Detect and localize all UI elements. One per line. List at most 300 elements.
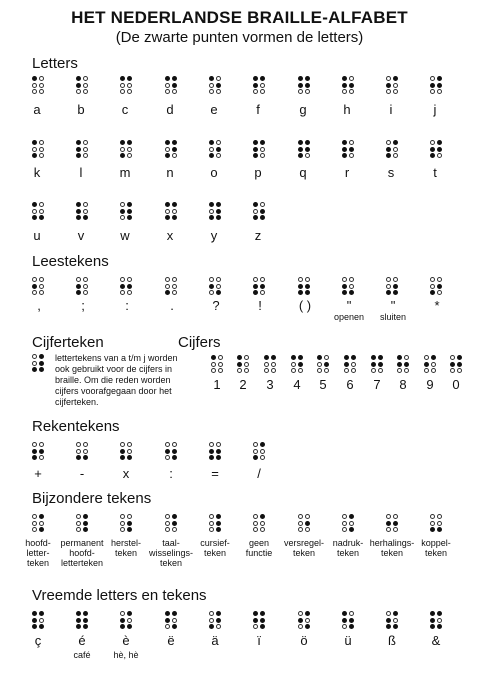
braille-cell-letter-y [209,202,222,220]
braille-dot [393,89,398,94]
braille-dot [39,514,44,519]
braille-dot [39,89,44,94]
braille-dot [172,202,177,207]
braille-dot [39,361,44,366]
braille-dot [76,611,81,616]
special-label: koppel- teken [421,538,451,558]
braille-cell-special [430,514,443,532]
digit-label: 7 [373,377,381,392]
braille-dot [83,611,88,616]
braille-dot [237,355,242,360]
braille-dot [165,290,170,295]
braille-cell-foreign [209,611,222,629]
braille-dot [211,362,216,367]
braille-dot [83,618,88,623]
letter-label: x [166,228,174,243]
braille-dot [386,521,391,526]
braille-cell-letter-c [120,76,133,94]
braille-cell-foreign [165,611,178,629]
foreign-label: ï [257,633,261,648]
braille-dot [305,290,310,295]
braille-dot [83,209,88,214]
cijferteken-description: lettertekens van a t/m j worden ook gebruikt voor de cijfers in braille. Om die reden worden cijfers voorafgegaan door het cijferteken. [55,353,178,407]
braille-dot [83,277,88,282]
braille-dot [32,367,37,372]
braille-dot [253,618,258,623]
braille-dot [260,153,265,158]
letter-label: w [120,228,130,243]
braille-dot [39,449,44,454]
braille-dot [430,284,435,289]
braille-dot [393,76,398,81]
braille-dot [172,618,177,623]
braille-dot [209,611,214,616]
braille-dot [39,147,44,152]
digit-label: 1 [213,377,221,392]
braille-dot [120,209,125,214]
braille-dot [371,362,376,367]
braille-dot [216,442,221,447]
braille-dot [39,354,44,359]
braille-dot [39,83,44,88]
braille-dot [209,527,214,532]
braille-dot [83,76,88,81]
braille-dot [298,277,303,282]
braille-cell-letter-o [209,140,222,158]
braille-dot [76,521,81,526]
braille-dot [83,83,88,88]
braille-dot [165,611,170,616]
braille-dot [393,521,398,526]
braille-dot [430,618,435,623]
braille-dot [264,362,269,367]
braille-dot [76,455,81,460]
braille-dot [260,147,265,152]
braille-cell-digit-6 [344,355,357,373]
braille-dot [120,442,125,447]
braille-dot [450,355,455,360]
braille-dot [298,355,303,360]
braille-dot [32,521,37,526]
punctuation-label: : [125,298,129,313]
braille-dot [342,76,347,81]
braille-dot [39,284,44,289]
braille-dot [120,147,125,152]
braille-dot [298,83,303,88]
braille-dot [209,449,214,454]
braille-dot [83,449,88,454]
braille-dot [393,140,398,145]
braille-dot [404,362,409,367]
section-heading-cijfers: Cijfers [178,334,221,351]
braille-dot [430,89,435,94]
braille-dot [209,147,214,152]
braille-dot [209,140,214,145]
braille-dot [437,527,442,532]
braille-dot [127,153,132,158]
braille-dot [172,209,177,214]
braille-dot [165,147,170,152]
braille-dot [430,290,435,295]
braille-dot [260,527,265,532]
braille-dot [120,76,125,81]
braille-dot [430,140,435,145]
braille-dot [209,442,214,447]
braille-cell-foreign [253,611,266,629]
foreign-label: ç [34,633,42,648]
digit-label: 6 [346,377,354,392]
letter-label: f [256,102,260,117]
braille-dot [216,527,221,532]
braille-dot [342,83,347,88]
braille-cell-letter-z [253,202,266,220]
braille-dot [386,290,391,295]
braille-dot [305,284,310,289]
special-label: nadruk- teken [332,538,364,558]
braille-dot [253,514,258,519]
braille-dot [165,209,170,214]
digit-label: 2 [239,377,247,392]
braille-dot [386,527,391,532]
braille-dot [127,202,132,207]
braille-dot [244,368,249,373]
braille-dot [83,514,88,519]
braille-dot [83,153,88,158]
braille-dot [165,527,170,532]
braille-dot [39,290,44,295]
braille-dot [344,355,349,360]
braille-dot [437,83,442,88]
braille-dot [218,362,223,367]
braille-dot [349,618,354,623]
braille-dot [317,355,322,360]
braille-dot [32,611,37,616]
braille-dot [305,89,310,94]
special-label: herstel- teken [110,538,142,558]
braille-dot [298,290,303,295]
braille-dot [165,618,170,623]
braille-dot [127,455,132,460]
braille-dot [342,284,347,289]
braille-dot [349,521,354,526]
braille-dot [305,611,310,616]
braille-dot [344,362,349,367]
braille-dot [165,153,170,158]
braille-dot [211,368,216,373]
braille-dot [127,147,132,152]
braille-dot [437,147,442,152]
braille-cell-foreign [120,611,133,629]
digit-label: 3 [266,377,274,392]
braille-dot [216,209,221,214]
punctuation-sublabel: openen [333,312,365,322]
braille-dot [216,449,221,454]
braille-dot [431,362,436,367]
braille-dot [298,521,303,526]
braille-dot [404,355,409,360]
foreign-label: ë [167,633,175,648]
braille-dot [342,611,347,616]
braille-dot [165,83,170,88]
foreign-sublabel: hè, hè [113,650,139,660]
braille-cell-digit-7 [371,355,384,373]
braille-cell-special [209,514,222,532]
braille-dot [172,442,177,447]
braille-dot [393,618,398,623]
braille-dot [324,368,329,373]
math-label: / [257,466,261,481]
braille-dot [260,89,265,94]
braille-dot [216,89,221,94]
braille-dot [83,202,88,207]
braille-dot [298,611,303,616]
punctuation-label: ! [258,298,262,313]
braille-dot [172,290,177,295]
braille-cell-letter-h [342,76,355,94]
braille-dot [127,140,132,145]
braille-dot [260,455,265,460]
braille-cell-foreign [76,611,89,629]
braille-dot [342,618,347,623]
braille-dot [349,277,354,282]
braille-cell-foreign [386,611,399,629]
braille-dot [209,284,214,289]
braille-dot [172,89,177,94]
braille-dot [253,624,258,629]
braille-dot [39,624,44,629]
braille-dot [430,277,435,282]
braille-dot [32,527,37,532]
braille-dot [305,83,310,88]
braille-dot [317,362,322,367]
braille-dot [216,521,221,526]
braille-dot [393,277,398,282]
braille-dot [209,455,214,460]
braille-dot [120,611,125,616]
braille-dot [457,362,462,367]
braille-cell-punctuation [342,277,355,295]
braille-dot [209,514,214,519]
braille-dot [371,355,376,360]
braille-cell-special [342,514,355,532]
braille-dot [386,147,391,152]
braille-cell-foreign [32,611,45,629]
braille-dot [253,153,258,158]
special-label: versregel- teken [283,538,325,558]
braille-dot [218,355,223,360]
braille-dot [120,202,125,207]
braille-cell-letter-u [32,202,45,220]
braille-dot [291,362,296,367]
braille-dot [260,83,265,88]
braille-dot [237,362,242,367]
braille-cell-punctuation [165,277,178,295]
braille-cell-digit-2 [237,355,250,373]
braille-dot [324,355,329,360]
special-label: cursief- teken [200,538,230,558]
braille-dot [244,362,249,367]
braille-cell-math [120,442,133,460]
braille-dot [165,455,170,460]
braille-dot [76,89,81,94]
braille-dot [83,624,88,629]
braille-dot [393,290,398,295]
braille-dot [83,215,88,220]
braille-dot [76,442,81,447]
braille-dot [120,153,125,158]
braille-dot [120,89,125,94]
braille-dot [430,83,435,88]
braille-dot [120,618,125,623]
braille-dot [127,209,132,214]
braille-dot [209,209,214,214]
braille-dot [291,355,296,360]
braille-dot [120,527,125,532]
braille-dot [260,277,265,282]
braille-dot [305,527,310,532]
braille-dot [437,76,442,81]
foreign-label: é [78,633,86,648]
braille-dot [351,355,356,360]
braille-dot [298,618,303,623]
letter-label: h [343,102,351,117]
braille-dot [253,455,258,460]
braille-dot [39,618,44,623]
braille-dot [216,618,221,623]
braille-dot [397,362,402,367]
braille-dot [305,618,310,623]
braille-dot [83,521,88,526]
braille-dot [32,202,37,207]
letter-label: n [166,165,174,180]
braille-dot [172,624,177,629]
braille-dot [165,76,170,81]
braille-cell-letter-n [165,140,178,158]
braille-dot [386,83,391,88]
braille-dot [120,624,125,629]
braille-dot [253,147,258,152]
special-label: geen functie [245,538,273,558]
braille-cell-cijferteken [32,354,45,372]
braille-cell-digit-0 [450,355,463,373]
braille-dot [305,153,310,158]
braille-dot [76,140,81,145]
braille-dot [298,76,303,81]
braille-dot [437,618,442,623]
braille-dot [386,76,391,81]
braille-dot [271,362,276,367]
braille-dot [83,442,88,447]
braille-dot [393,147,398,152]
braille-dot [165,521,170,526]
braille-dot [437,290,442,295]
braille-dot [349,527,354,532]
braille-dot [76,76,81,81]
letter-label: s [387,165,395,180]
braille-dot [424,368,429,373]
braille-dot [39,202,44,207]
punctuation-sublabel: sluiten [379,312,407,322]
braille-dot [430,624,435,629]
braille-dot [264,355,269,360]
braille-dot [120,449,125,454]
letter-label: i [389,102,393,117]
braille-dot [39,209,44,214]
braille-dot [430,153,435,158]
foreign-sublabel: café [73,650,91,660]
braille-dot [218,368,223,373]
braille-dot [216,140,221,145]
braille-dot [430,147,435,152]
braille-dot [305,624,310,629]
punctuation-label: ; [81,298,85,313]
braille-dot [305,76,310,81]
braille-dot [260,611,265,616]
braille-dot [172,140,177,145]
braille-dot [216,76,221,81]
braille-cell-digit-1 [211,355,224,373]
braille-dot [298,527,303,532]
braille-cell-letter-v [76,202,89,220]
braille-dot [437,153,442,158]
section-heading-vreemde: Vreemde letters en tekens [32,587,207,604]
braille-dot [393,153,398,158]
braille-cell-foreign [298,611,311,629]
braille-dot [32,209,37,214]
braille-cell-punctuation [120,277,133,295]
braille-dot [165,449,170,454]
braille-dot [342,147,347,152]
punctuation-label: * [434,298,440,313]
braille-dot [342,89,347,94]
braille-dot [260,618,265,623]
braille-dot [32,83,37,88]
braille-dot [260,76,265,81]
braille-dot [209,277,214,282]
braille-dot [424,355,429,360]
braille-cell-punctuation [298,277,311,295]
braille-dot [253,442,258,447]
digit-label: 0 [452,377,460,392]
braille-cell-letter-k [32,140,45,158]
braille-dot [351,368,356,373]
braille-dot [430,521,435,526]
foreign-label: ß [388,633,396,648]
section-heading-bijzondere: Bijzondere tekens [32,490,152,507]
braille-dot [127,83,132,88]
braille-dot [39,277,44,282]
letter-label: t [433,165,437,180]
braille-dot [386,624,391,629]
punctuation-label: , [37,298,41,313]
braille-dot [32,514,37,519]
braille-dot [342,277,347,282]
braille-dot [32,455,37,460]
braille-cell-punctuation [76,277,89,295]
braille-dot [431,355,436,360]
braille-dot [120,514,125,519]
braille-cell-letter-b [76,76,89,94]
braille-dot [386,514,391,519]
braille-dot [260,140,265,145]
braille-dot [76,514,81,519]
braille-dot [83,527,88,532]
braille-cell-math [209,442,222,460]
braille-dot [172,455,177,460]
braille-dot [298,368,303,373]
braille-dot [237,368,242,373]
letter-label: v [77,228,85,243]
